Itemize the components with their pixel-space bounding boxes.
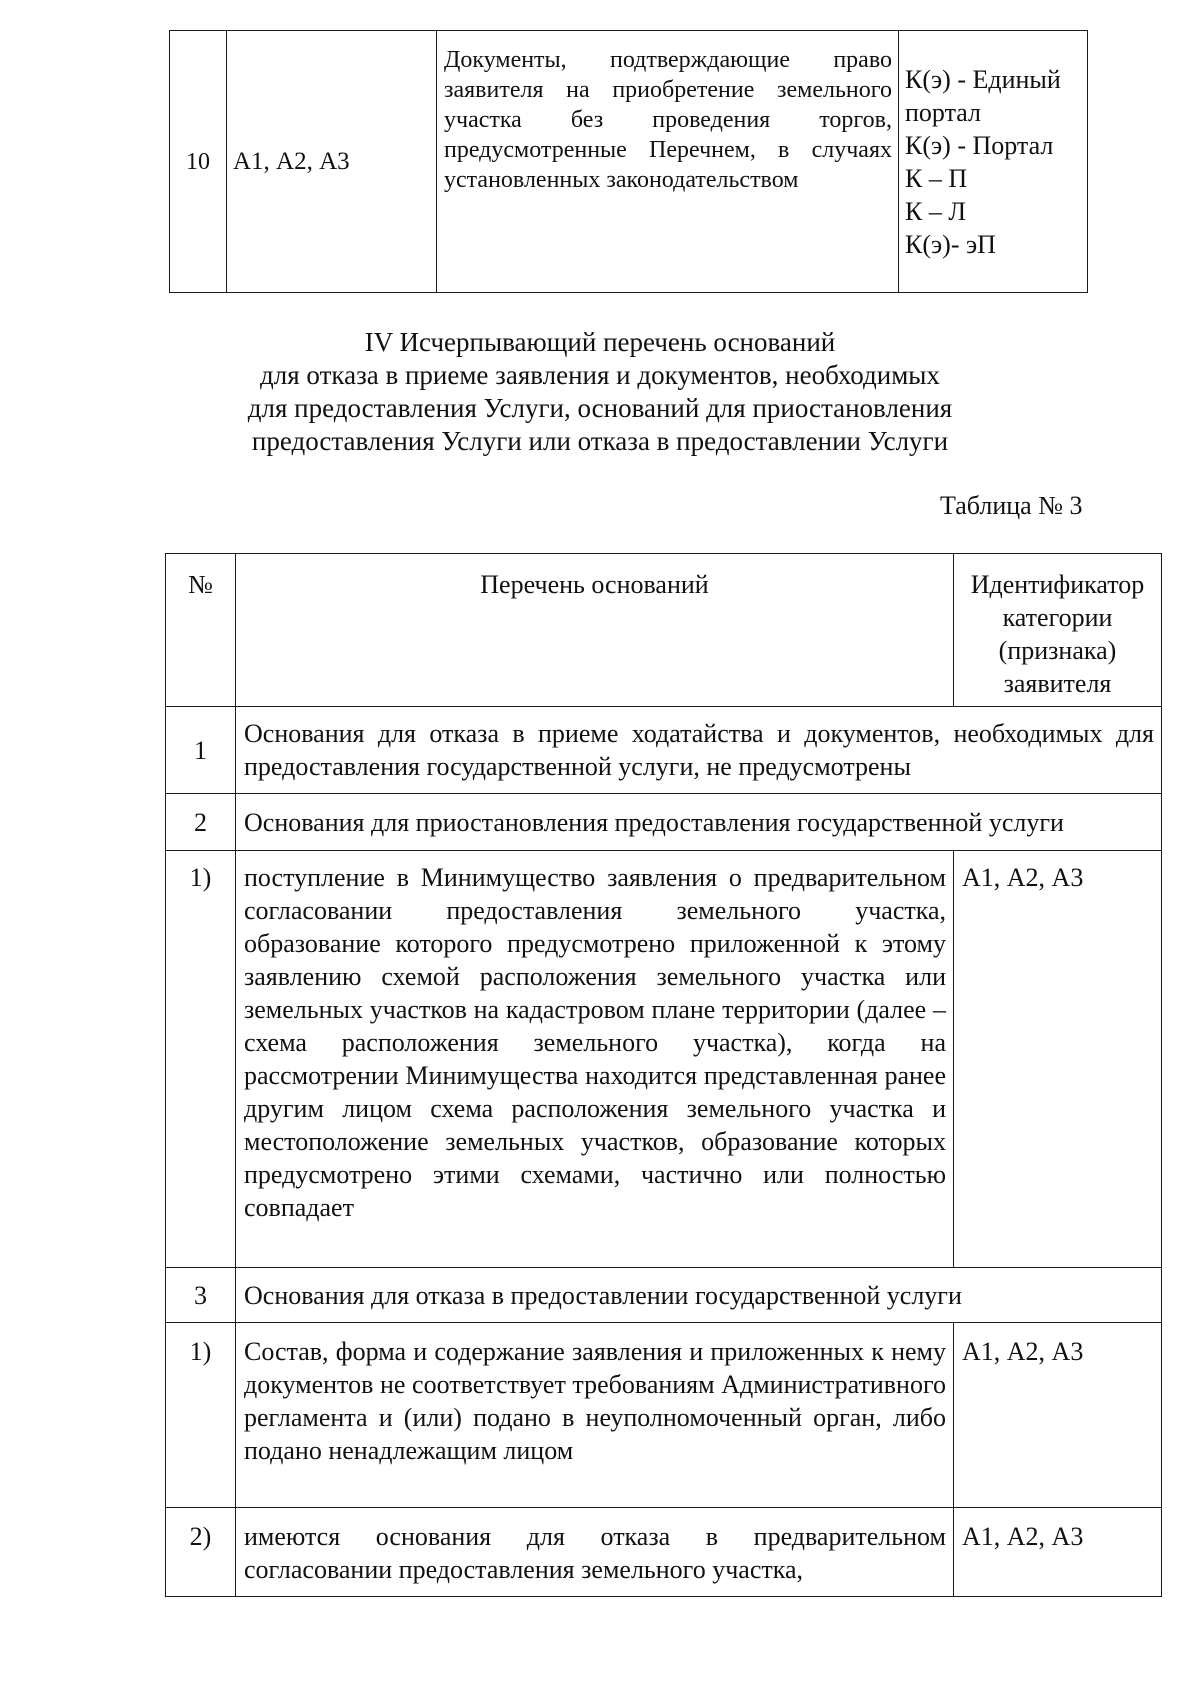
table-label: Таблица № 3 [940, 491, 1083, 520]
method-item: К(э) - Портал [905, 131, 1054, 160]
table-row [166, 1323, 1162, 1508]
row-number: 1) [166, 851, 236, 1268]
row-number: 2 [166, 794, 236, 851]
row-methods [899, 31, 1088, 293]
table-row [170, 31, 1088, 293]
table-row [166, 851, 1162, 1268]
row-number: 10 [170, 31, 227, 293]
reasons-table [165, 553, 1162, 1597]
method-item: К(э) - Единый портал [905, 65, 1061, 127]
header-identifier: Идентификатор категории (признака) заявителя [954, 554, 1162, 707]
table-row [166, 1508, 1162, 1597]
services-table-fragment [169, 30, 1088, 293]
row-categories: А1, А2, А3 [954, 1508, 1162, 1597]
table-row [166, 794, 1162, 851]
row-number: 1 [166, 707, 236, 794]
row-number: 2) [166, 1508, 236, 1597]
heading-line: для предоставления Услуги, оснований для приостановления [247, 393, 953, 423]
method-item: К – Л [905, 197, 966, 226]
row-text: Основания для отказа в приеме ходатайства и документов, необходимых для предоставления государственной услуги, не предусмотрены [236, 707, 1162, 794]
heading-line: IV Исчерпывающий перечень оснований [364, 327, 836, 357]
row-text: Состав, форма и содержание заявления и приложенных к нему документов не соответствует требованиям Административного регламента и (или) подано в неуполномоченный орган, либо подано ненадлежащим лицом [236, 1323, 954, 1508]
row-text: Основания для приостановления предоставления государственной услуги [236, 794, 1162, 851]
row-text: Основания для отказа в предоставлении государственной услуги [236, 1268, 1162, 1323]
table-header-row [166, 554, 1162, 707]
section-heading [150, 326, 1050, 458]
row-number: 3 [166, 1268, 236, 1323]
table-row [166, 1268, 1162, 1323]
table-row [166, 707, 1162, 794]
row-document: Документы, подтверждающие право заявителя на приобретение земельного участка без проведения торгов, предусмотренные Перечнем, в случаях установленных законодательством [437, 31, 899, 293]
row-text: поступление в Минимущество заявления о предварительном согласовании предоставления земельного участка, образование которого предусмотрено приложенной к этому заявлению схемой расположения земельного участка или земельных участков на кадастровом плане территории (далее – схема расположения земельного участка), когда на рассмотрении Минимущества находится представленная ранее другим лицом схема расположения земельного участка и местоположение земельных участков, образование которых предусмотрено этими схемами, частично или полностью совпадает [236, 851, 954, 1268]
row-text: имеются основания для отказа в предварительном согласовании предоставления земельного участка, [236, 1508, 954, 1597]
row-categories: А1, А2, А3 [954, 1323, 1162, 1508]
row-categories: А1, А2, А3 [227, 31, 437, 293]
heading-line: для отказа в приеме заявления и документов, необходимых [260, 360, 940, 390]
header-num: № [166, 554, 236, 707]
method-item: К(э)- эП [905, 230, 996, 259]
row-number: 1) [166, 1323, 236, 1508]
row-categories: А1, А2, А3 [954, 851, 1162, 1268]
method-item: К – П [905, 164, 968, 193]
heading-line: предоставления Услуги или отказа в предоставлении Услуги [251, 426, 949, 456]
header-reasons: Перечень оснований [236, 554, 954, 707]
